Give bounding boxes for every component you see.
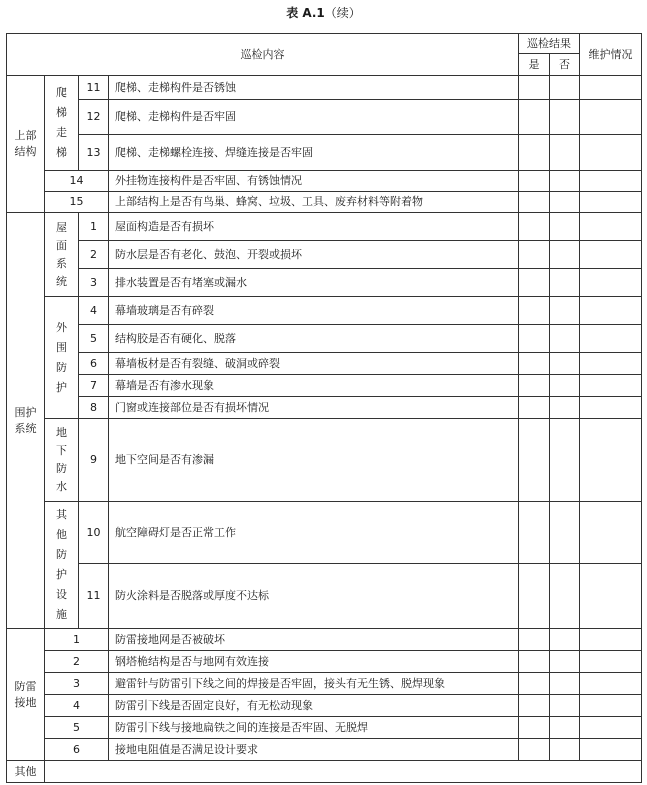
row-number: 4 <box>45 695 109 717</box>
table-row <box>7 269 642 297</box>
cell-yes[interactable] <box>519 353 550 375</box>
cell-maint[interactable] <box>580 213 642 241</box>
cell-yes[interactable] <box>519 76 550 100</box>
row-text: 接地电阻值是否满足设计要求 <box>109 739 519 761</box>
table-row <box>7 100 642 135</box>
row-text: 防水层是否有老化、鼓泡、开裂或损坏 <box>109 241 519 269</box>
cell-yes[interactable] <box>519 171 550 192</box>
cell-maint[interactable] <box>580 375 642 397</box>
cell-maint[interactable] <box>580 241 642 269</box>
cell-maint[interactable] <box>580 564 642 629</box>
cell-yes[interactable] <box>519 673 550 695</box>
cell-maint[interactable] <box>580 171 642 192</box>
row-text: 幕墙是否有渗水现象 <box>109 375 519 397</box>
cell-maint[interactable] <box>580 192 642 213</box>
cell-no[interactable] <box>550 325 580 353</box>
cell-yes[interactable] <box>519 629 550 651</box>
cell-no[interactable] <box>550 375 580 397</box>
row-text: 排水装置是否有堵塞或漏水 <box>109 269 519 297</box>
cell-maint[interactable] <box>580 353 642 375</box>
row-number: 9 <box>79 419 109 502</box>
sub-roof: 屋面系统 <box>45 213 79 297</box>
cell-maint[interactable] <box>580 695 642 717</box>
row-number: 14 <box>45 171 109 192</box>
table-row <box>7 695 642 717</box>
row-number: 5 <box>45 717 109 739</box>
table-row <box>7 502 642 564</box>
row-text: 航空障碍灯是否正常工作 <box>109 502 519 564</box>
cell-maint[interactable] <box>580 269 642 297</box>
cell-no[interactable] <box>550 673 580 695</box>
cell-no[interactable] <box>550 192 580 213</box>
cell-no[interactable] <box>550 695 580 717</box>
header-no: 否 <box>550 54 580 76</box>
table-caption-continued: （续） <box>324 6 361 20</box>
table-row <box>7 241 642 269</box>
cell-maint[interactable] <box>580 297 642 325</box>
cell-yes[interactable] <box>519 502 550 564</box>
cell-yes[interactable] <box>519 100 550 135</box>
table-row <box>7 192 642 213</box>
cell-no[interactable] <box>550 171 580 192</box>
row-text: 防火涂料是否脱落或厚度不达标 <box>109 564 519 629</box>
cell-maint[interactable] <box>580 76 642 100</box>
cell-maint[interactable] <box>580 651 642 673</box>
header-yes: 是 <box>519 54 550 76</box>
table-row <box>7 353 642 375</box>
row-text: 地下空间是否有渗漏 <box>109 419 519 502</box>
row-number: 1 <box>79 213 109 241</box>
category-envelope: 围护系统 <box>7 213 45 629</box>
row-text: 爬梯、走梯螺栓连接、焊缝连接是否牢固 <box>109 135 519 171</box>
cell-yes[interactable] <box>519 192 550 213</box>
sub-underground: 地下防水 <box>45 419 79 502</box>
cell-yes[interactable] <box>519 135 550 171</box>
row-text: 爬梯、走梯构件是否锈蚀 <box>109 76 519 100</box>
row-number: 13 <box>79 135 109 171</box>
cell-yes[interactable] <box>519 739 550 761</box>
cell-maint[interactable] <box>580 739 642 761</box>
cell-maint[interactable] <box>580 135 642 171</box>
row-text: 上部结构上是否有鸟巢、蜂窝、垃圾、工具、废弃材料等附着物 <box>109 192 519 213</box>
cell-yes[interactable] <box>519 375 550 397</box>
header-row-1 <box>7 34 642 54</box>
cell-no[interactable] <box>550 739 580 761</box>
table-row <box>7 761 642 783</box>
cell-yes[interactable] <box>519 297 550 325</box>
row-text: 防雷接地网是否被破坏 <box>109 629 519 651</box>
table-row <box>7 673 642 695</box>
cell-no[interactable] <box>550 76 580 100</box>
row-number: 2 <box>79 241 109 269</box>
header-content: 巡检内容 <box>7 34 519 76</box>
cell-yes[interactable] <box>519 241 550 269</box>
row-number: 4 <box>79 297 109 325</box>
cell-yes[interactable] <box>519 651 550 673</box>
cell-yes[interactable] <box>519 695 550 717</box>
row-number: 3 <box>79 269 109 297</box>
row-text: 钢塔桅结构是否与地网有效连接 <box>109 651 519 673</box>
cell-no[interactable] <box>550 629 580 651</box>
row-number: 7 <box>79 375 109 397</box>
cell-yes[interactable] <box>519 397 550 419</box>
cell-no[interactable] <box>550 297 580 325</box>
sub-facade: 外围防护 <box>45 297 79 419</box>
category-lightning: 防雷接地 <box>7 629 45 761</box>
table-row <box>7 375 642 397</box>
cell-no[interactable] <box>550 213 580 241</box>
row-text: 防雷引下线是否固定良好，有无松动现象 <box>109 695 519 717</box>
row-text: 外挂物连接构件是否牢固、有锈蚀情况 <box>109 171 519 192</box>
cell-no[interactable] <box>550 419 580 502</box>
cell-maint[interactable] <box>580 502 642 564</box>
cell-maint[interactable] <box>580 629 642 651</box>
cell-no[interactable] <box>550 564 580 629</box>
cell-no[interactable] <box>550 135 580 171</box>
row-number: 11 <box>79 564 109 629</box>
cell-no[interactable] <box>550 100 580 135</box>
row-number: 2 <box>45 651 109 673</box>
row-text: 结构胶是否有硬化、脱落 <box>109 325 519 353</box>
table-row <box>7 171 642 192</box>
category-upper: 上部结构 <box>7 76 45 213</box>
row-text: 幕墙板材是否有裂缝、破洞或碎裂 <box>109 353 519 375</box>
cell-yes[interactable] <box>519 269 550 297</box>
row-text: 幕墙玻璃是否有碎裂 <box>109 297 519 325</box>
row-number: 6 <box>45 739 109 761</box>
cell-yes[interactable] <box>519 419 550 502</box>
table-caption <box>0 4 647 21</box>
table-row <box>7 651 642 673</box>
row-text: 避雷针与防雷引下线之间的焊接是否牢固，接头有无生锈、脱焊现象 <box>109 673 519 695</box>
cell-no[interactable] <box>550 717 580 739</box>
table-row <box>7 739 642 761</box>
cell-maint[interactable] <box>580 325 642 353</box>
sub-other-protection: 其他防护设施 <box>45 502 79 629</box>
header-maintenance: 维护情况 <box>580 34 642 76</box>
row-number: 10 <box>79 502 109 564</box>
row-text: 屋面构造是否有损坏 <box>109 213 519 241</box>
cell-no[interactable] <box>550 397 580 419</box>
cell-maint[interactable] <box>580 717 642 739</box>
sub-ladder: 爬梯走梯 <box>45 76 79 171</box>
cell-maint[interactable] <box>580 419 642 502</box>
cell-no[interactable] <box>550 651 580 673</box>
table-row <box>7 717 642 739</box>
cell-no[interactable] <box>550 502 580 564</box>
table-row <box>7 213 642 241</box>
row-number: 5 <box>79 325 109 353</box>
category-others: 其他 <box>7 761 45 783</box>
inspection-table <box>6 33 642 783</box>
row-number: 1 <box>45 629 109 651</box>
cell-maint[interactable] <box>580 397 642 419</box>
row-number: 3 <box>45 673 109 695</box>
others-blank[interactable] <box>45 761 642 783</box>
cell-maint[interactable] <box>580 673 642 695</box>
table-row <box>7 135 642 171</box>
table-row <box>7 564 642 629</box>
row-number: 15 <box>45 192 109 213</box>
cell-yes[interactable] <box>519 717 550 739</box>
cell-no[interactable] <box>550 241 580 269</box>
table-row <box>7 325 642 353</box>
table-row <box>7 297 642 325</box>
row-text: 防雷引下线与接地扁铁之间的连接是否牢固、无脱焊 <box>109 717 519 739</box>
cell-yes[interactable] <box>519 325 550 353</box>
row-text: 门窗或连接部位是否有损坏情况 <box>109 397 519 419</box>
table-row <box>7 629 642 651</box>
row-number: 6 <box>79 353 109 375</box>
table-caption-label: 表 A.1 <box>286 6 325 20</box>
row-number: 12 <box>79 100 109 135</box>
cell-yes[interactable] <box>519 213 550 241</box>
table-row <box>7 419 642 502</box>
table-row <box>7 397 642 419</box>
row-number: 11 <box>79 76 109 100</box>
header-result: 巡检结果 <box>519 34 580 54</box>
row-number: 8 <box>79 397 109 419</box>
cell-maint[interactable] <box>580 100 642 135</box>
table-row <box>7 76 642 100</box>
row-text: 爬梯、走梯构件是否牢固 <box>109 100 519 135</box>
cell-no[interactable] <box>550 353 580 375</box>
cell-no[interactable] <box>550 269 580 297</box>
cell-yes[interactable] <box>519 564 550 629</box>
